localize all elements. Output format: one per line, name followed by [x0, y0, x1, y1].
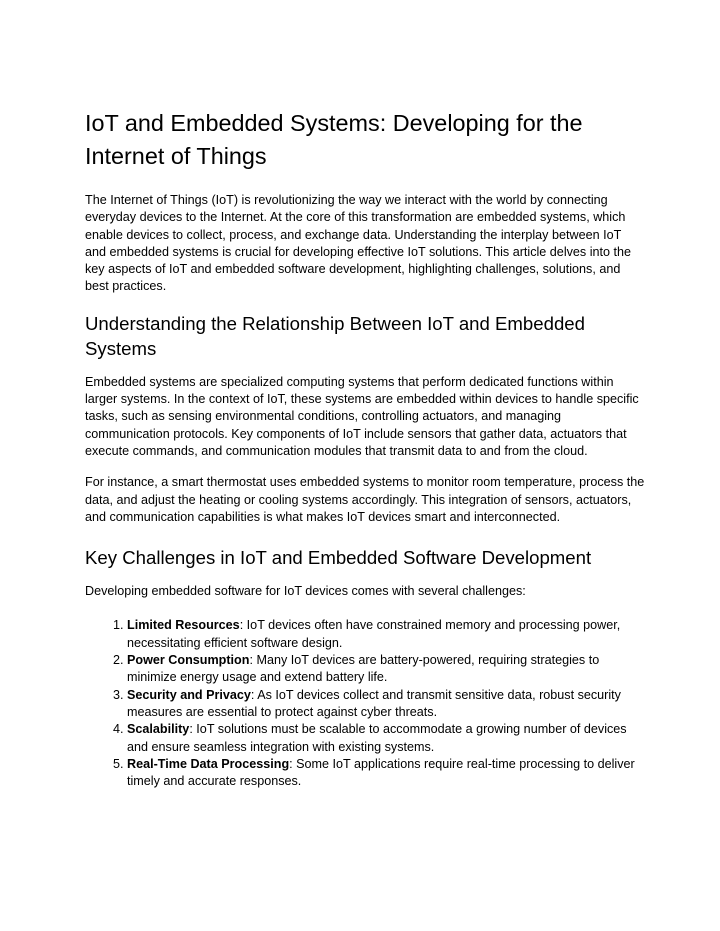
list-item — [127, 652, 645, 687]
section-heading: Understanding the Relationship Between IoT and Embedded Systems — [85, 312, 585, 359]
list-item-term: Scalability — [127, 722, 190, 737]
section-lead-paragraph: Developing embedded software for IoT devices comes with several challenges: — [85, 584, 526, 599]
list-item-term: Security and Privacy — [127, 687, 251, 702]
section-heading: Key Challenges in IoT and Embedded Software Development — [85, 547, 592, 569]
section-paragraph: Embedded systems are specialized computing systems that perform dedicated functions within larger systems. In the context of IoT, these systems are embedded within devices to handle specific tasks, such as sensing environmental conditions, controlling actuators, and managing communication protocols. Key components of IoT include sensors that gather data, actuators that execute commands, and communication modules that transmit data to and from the cloud. — [85, 374, 639, 458]
challenges-list — [85, 617, 645, 790]
intro-paragraph: The Internet of Things (IoT) is revolutionizing the way we interact with the world by connecting everyday devices to the Internet. At the core of this transformation are embedded systems, which enable devices to collect, process, and exchange data. Understanding the interplay between IoT and embedded systems is crucial for developing effective IoT solutions. This article delves into the key aspects of IoT and embedded software development, highlighting challenges, solutions, and best practices. — [85, 193, 632, 294]
list-item — [127, 756, 645, 791]
list-item — [127, 721, 645, 756]
list-item — [127, 687, 645, 722]
list-item-text: : IoT solutions must be scalable to accommodate a growing number of devices and ensure seamless integration with existing systems. — [127, 722, 627, 754]
list-item-text: : Some IoT applications require real-time processing to deliver timely and accurate responses. — [127, 756, 635, 789]
page-title: IoT and Embedded Systems: Developing for the Internet of Things — [85, 110, 583, 169]
list-item-term: Power Consumption — [127, 653, 250, 668]
list-item-term: Real-Time Data Processing — [127, 756, 290, 771]
list-item-text: : Many IoT devices are battery-powered, requiring strategies to minimize energy usage and extend battery life. — [127, 653, 600, 685]
list-item — [127, 617, 645, 652]
list-item-term: Limited Resources — [127, 618, 240, 633]
list-item-text: : IoT devices often have constrained memory and processing power, necessitating efficient software design. — [127, 618, 621, 650]
section-relationship — [85, 311, 645, 526]
list-item-text: : As IoT devices collect and transmit sensitive data, robust security measures are essential to protect against cyber threats. — [127, 687, 621, 719]
section-paragraph: For instance, a smart thermostat uses embedded systems to monitor room temperature, process the data, and adjust the heating or cooling systems accordingly. This integration of sensors, actuators, and communication capabilities is what makes IoT devices smart and interconnected. — [85, 475, 645, 524]
section-challenges — [85, 545, 645, 790]
